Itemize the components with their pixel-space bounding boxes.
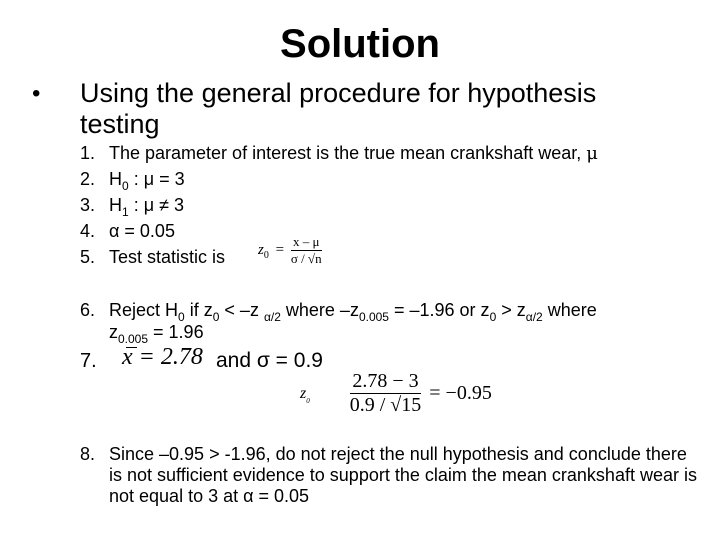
page-title: Solution <box>280 22 440 66</box>
xbar-overline <box>126 347 137 348</box>
h0-rest: : μ = 3 <box>128 169 185 189</box>
reject-sub-3: α/2 <box>263 310 281 324</box>
reject-l2-z: z <box>109 322 118 342</box>
reject-text-7: where <box>542 300 597 320</box>
item-number-2: 2. <box>80 169 96 189</box>
reject-text-3: < –z <box>219 300 264 320</box>
formula7-z-sub: 0 <box>306 396 310 405</box>
reject-text-5: = –1.96 or z <box>388 300 490 320</box>
item-1 <box>109 143 598 164</box>
test-statistic-formula <box>258 234 322 267</box>
h1-label: H <box>109 195 122 215</box>
formula5-numerator: x – μ <box>291 234 322 251</box>
reject-sub-2: 0 <box>212 310 220 324</box>
reject-sub-1: 0 <box>178 310 185 324</box>
reject-sub-5: 0 <box>489 310 497 324</box>
mu-symbol: μ <box>586 143 598 164</box>
formula7-z: z <box>300 384 307 402</box>
reject-sub-6: α/2 <box>525 310 543 324</box>
xbar-value: x = 2.78 <box>122 344 203 370</box>
item-4: α = 0.05 <box>109 221 175 241</box>
item-number-8: 8. <box>80 444 96 464</box>
item-number-4: 4. <box>80 221 96 241</box>
bullet-icon: • <box>32 80 41 107</box>
formula7-numerator: 2.78 − 3 <box>350 370 422 394</box>
h1-sub: 1 <box>122 205 129 219</box>
sigma-given: and σ = 0.9 <box>216 349 323 372</box>
reject-text-4: where –z <box>280 300 359 320</box>
formula7-result: = −0.95 <box>429 382 492 404</box>
reject-text-6: > z <box>496 300 526 320</box>
reject-text-1: Reject H <box>109 300 179 320</box>
h0-label: H <box>109 169 122 189</box>
item-number-6: 6. <box>80 300 96 320</box>
reject-text-2: if z <box>184 300 213 320</box>
formula5-z: z <box>258 242 264 258</box>
intro-text: Using the general procedure for hypothesis testing <box>80 78 597 139</box>
item-2 <box>109 169 185 193</box>
z-computation-formula <box>300 370 492 417</box>
item-number-7: 7. <box>80 350 97 372</box>
h1-rest: : μ ≠ 3 <box>128 195 184 215</box>
item-1-text: The parameter of interest is the true mean crankshaft wear, <box>109 143 582 163</box>
item-number-5: 5. <box>80 247 96 267</box>
item-number-3: 3. <box>80 195 96 215</box>
item-6-line-2 <box>109 322 204 346</box>
formula5-denominator: σ / √n <box>290 251 322 266</box>
formula5-fraction <box>291 234 322 267</box>
formula5-z-sub: 0 <box>263 250 269 261</box>
item-8: Since –0.95 > -1.96, do not reject the null hypothesis and conclude there is not sufficient evidence to support the claim the mean crankshaft wear is not equal to 3 at α = 0.05 <box>109 444 697 506</box>
formula5-eq: = <box>275 242 285 258</box>
reject-l2-value: = 1.96 <box>148 322 204 342</box>
h0-sub: 0 <box>122 179 129 193</box>
item-3 <box>109 195 184 219</box>
item-5: Test statistic is <box>109 247 226 267</box>
item-number-1: 1. <box>80 143 96 163</box>
reject-l2-sub: 0.005 <box>118 332 149 346</box>
formula7-denominator: 0.9 / √15 <box>349 394 422 416</box>
reject-sub-4: 0.005 <box>358 310 389 324</box>
formula7-fraction <box>350 370 422 417</box>
item-6-line-1 <box>109 300 597 324</box>
